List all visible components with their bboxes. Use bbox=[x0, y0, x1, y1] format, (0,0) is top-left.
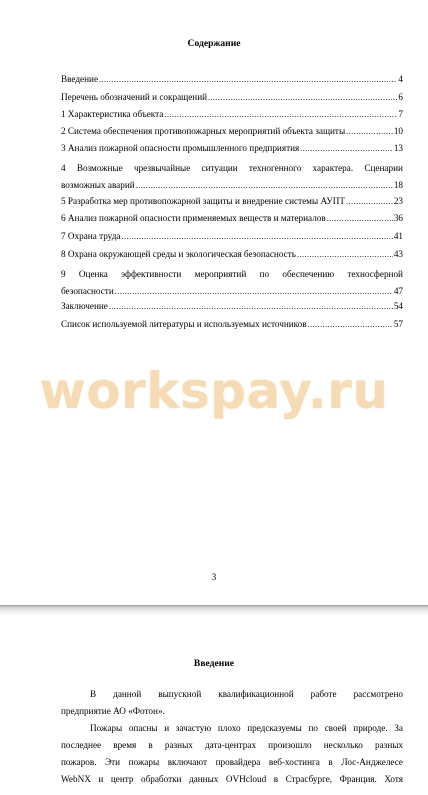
toc-entry-page: 18 bbox=[393, 180, 403, 190]
toc-entry[interactable] bbox=[61, 108, 403, 121]
toc-leader-dots bbox=[327, 213, 393, 225]
toc-leader-dots bbox=[99, 74, 397, 86]
toc-entry-label: Заключение bbox=[61, 301, 108, 311]
toc-leader-dots bbox=[121, 231, 392, 243]
toc-entry-page: 36 bbox=[393, 213, 403, 223]
toc-entry[interactable] bbox=[61, 125, 403, 138]
toc-entry-page: 10 bbox=[393, 126, 403, 136]
toc-entry-page: 4 bbox=[398, 74, 403, 84]
toc-entry-page: 57 bbox=[393, 319, 403, 329]
toc-entry[interactable] bbox=[61, 212, 403, 225]
toc-entry[interactable] bbox=[61, 266, 403, 300]
intro-p2-line: пожаров. Эти пожары включают провайдера веб-хостинга в Лос-Анджелесе bbox=[61, 757, 403, 767]
page-number: 3 bbox=[211, 572, 217, 582]
toc-leader-dots bbox=[308, 319, 393, 331]
toc-entry-page: 7 bbox=[398, 109, 403, 119]
toc-entry-page: 41 bbox=[393, 231, 403, 241]
intro-p2-line: последнее время в разных дата-центрах произошло несколько разных bbox=[61, 740, 403, 750]
intro-p1-line: В данной выпускной квалификационной работе рассмотрено bbox=[90, 689, 403, 699]
toc-entry-label: 3 Анализ пожарной опасности промышленного предприятия bbox=[61, 143, 300, 153]
toc-leader-dots bbox=[300, 143, 393, 155]
toc-entry-label: Перечень обозначений и сокращений bbox=[61, 92, 208, 102]
intro-paragraph-1 bbox=[61, 686, 403, 720]
toc-entry-label: 7 Охрана труда bbox=[61, 231, 121, 241]
toc-leader-dots bbox=[109, 301, 393, 313]
page-4 bbox=[0, 616, 428, 795]
toc-entry[interactable] bbox=[61, 318, 403, 331]
intro-p2-line: WebNX и центр обработки данных OVHcloud в Страсбурге, Франция. Хотя bbox=[61, 774, 403, 784]
toc-leader-dots bbox=[208, 92, 397, 104]
intro-paragraph-2 bbox=[61, 720, 403, 788]
toc-entry[interactable] bbox=[61, 248, 403, 261]
toc-entry-label: 2 Система обеспечения противопожарных мероприятий объекта защиты bbox=[61, 126, 346, 136]
toc-entry-label: возможных аварий bbox=[61, 180, 135, 190]
toc-leader-dots bbox=[297, 249, 393, 261]
toc-entry-page: 23 bbox=[393, 196, 403, 206]
toc-entry-label: Список используемой литературы и используемых источников bbox=[61, 319, 307, 329]
toc-entry-label: 8 Охрана окружающей среды и экологическая безопасность bbox=[61, 249, 296, 259]
toc-entry[interactable] bbox=[61, 195, 403, 208]
intro-title: Введение bbox=[193, 658, 235, 669]
toc-entry[interactable] bbox=[61, 73, 403, 86]
toc-leader-dots bbox=[346, 126, 393, 138]
toc-leader-dots bbox=[346, 196, 393, 208]
toc-entry-page: 13 bbox=[393, 143, 403, 153]
toc-leader-dots bbox=[115, 283, 393, 300]
toc-entry-label: Введение bbox=[61, 74, 99, 84]
toc-entry[interactable] bbox=[61, 160, 403, 194]
toc-leader-dots bbox=[164, 109, 397, 121]
toc-entry-label: 1 Характеристика объекта bbox=[61, 109, 164, 119]
toc-entry[interactable] bbox=[61, 230, 403, 243]
intro-p1-line: предприятие АО «Фотон». bbox=[61, 706, 165, 716]
intro-p2-line: Пожары опасны и зачастую плохо предсказуемы по своей природе. За bbox=[90, 723, 403, 733]
toc-entry[interactable] bbox=[61, 91, 403, 104]
watermark: workspay.ru bbox=[39, 362, 389, 420]
toc-title: Содержание bbox=[187, 38, 241, 49]
toc-entry-page: 43 bbox=[393, 249, 403, 259]
toc-entry-label: безопасности bbox=[61, 286, 114, 296]
toc-leader-dots bbox=[136, 177, 393, 194]
toc-entry-label: 6 Анализ пожарной опасности применяемых веществ и материалов bbox=[61, 213, 326, 223]
toc-entry[interactable] bbox=[61, 142, 403, 155]
toc-entry-page: 54 bbox=[393, 301, 403, 311]
toc-entry-label: 5 Разработка мер противопожарной защиты и внедрение системы АУПТ bbox=[61, 196, 346, 206]
toc-entry[interactable] bbox=[61, 300, 403, 313]
toc-entry-page: 6 bbox=[398, 92, 403, 102]
toc-entry-label-line1: 9 Оценка эффективности мероприятий по обеспечению техносферной bbox=[61, 269, 403, 279]
toc-entry-page: 47 bbox=[393, 286, 403, 296]
page-separator bbox=[0, 605, 428, 616]
toc-entry-label-line1: 4 Возможные чрезвычайные ситуации техногенного характера. Сценарии bbox=[61, 163, 403, 173]
